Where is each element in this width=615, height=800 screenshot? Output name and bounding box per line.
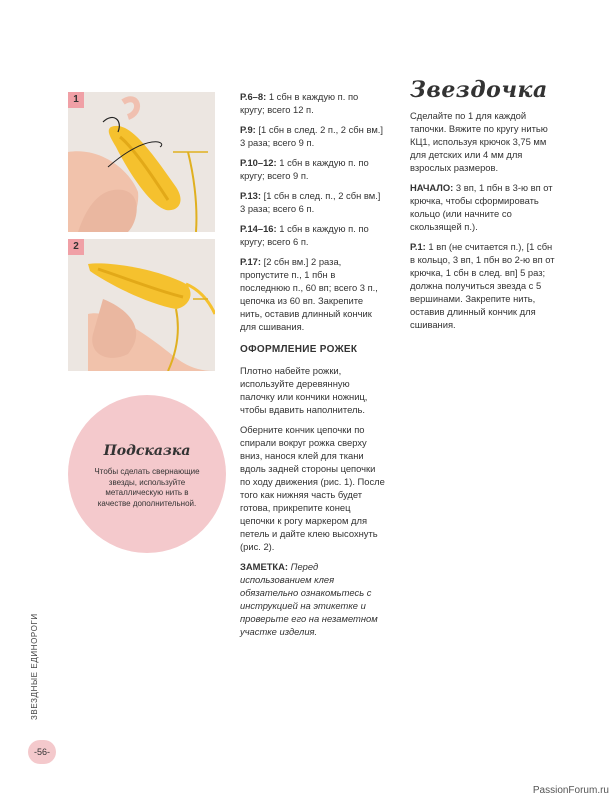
star-start: НАЧАЛО: 3 вп, 1 пбн в 3-ю вп от крючка, чтобы сформировать кольцо (или начните со скользящей п.). — [410, 182, 553, 232]
row-10-12: Р.10–12: 1 сбн в каждую п. по кругу; всего 9 п. — [240, 157, 369, 181]
photo-figure-2 — [68, 239, 215, 371]
row-9: Р.9: [1 сбн в след. 2 п., 2 сбн вм.] 3 раза; всего 9 п. — [240, 124, 383, 148]
tip-text: Чтобы сделать свернающие звезды, используйте металлическую нить в качестве дополнительной. — [94, 467, 200, 508]
horns-section-heading: ОФОРМЛЕНИЕ РОЖЕК — [240, 344, 358, 355]
instructions-column — [240, 90, 385, 645]
figure-number-2: 2 — [68, 239, 84, 255]
star-row-1: Р.1: 1 вп (не считается п.), [1 сбн в кольцо, 3 вп, 1 пбн во 2-ю вп от крючка, 1 сбн в след. вп] 5 раз; должна получиться звезда с 5 вершинами. Закрепите нить, оставив длинный кончик для сшивания. — [410, 241, 555, 330]
horns-paragraph-2: Оберните кончик цепочки по спирали вокруг рожка сверху вниз, нанося клей для ткани вдоль задней стороны цепочки по ходу движения (рис. 1). После того как нижняя часть будет готова, прикрепите конец цепочки к рогу маркером для петель и дайте клею высохнуть (рис. 2). — [240, 424, 385, 552]
figure-number-1: 1 — [68, 92, 84, 108]
note: ЗАМЕТКА: Перед использованием клея обязательно ознакомьтесь с инструкцией на этикетке и проверьте его на незаметном участке изделия. — [240, 561, 378, 637]
star-column — [410, 77, 555, 338]
star-intro: Сделайте по 1 для каждой тапочки. Вяжите по кругу нитью КЦ1, используя крючок 3,75 мм для детских или 4 мм для взрослых размеров. — [410, 110, 548, 173]
horns-paragraph-1: Плотно набейте рожки, используйте деревянную палочку или кончики ножниц, чтобы вдавить наполнитель. — [240, 365, 368, 415]
tip-title: Подсказка — [103, 443, 191, 459]
photo-figure-1 — [68, 92, 215, 232]
photo-2-illustration — [68, 239, 215, 371]
running-head: ЗВЕЗДНЫЕ ЕДИНОРОГИ — [30, 613, 39, 720]
row-17: Р.17: [2 сбн вм.] 2 раза, пропустите п., 1 пбн в последнюю п., 60 вп; всего 3 п., цепочка из 60 вп. Закрепите нить, оставив длинный кончик для сшивания. — [240, 256, 378, 332]
page-number: -56- — [28, 740, 56, 764]
tip-circle — [68, 395, 226, 553]
watermark: PassionForum.ru — [532, 785, 609, 796]
star-section-title: Звездочка — [410, 77, 548, 103]
photo-1-illustration — [68, 92, 215, 232]
row-14-16: Р.14–16: 1 сбн в каждую п. по кругу; всего 6 п. — [240, 223, 369, 247]
row-13: Р.13: [1 сбн в след. п., 2 сбн вм.] 3 раза; всего 6 п. — [240, 190, 381, 214]
row-6-8: Р.6–8: 1 сбн в каждую п. по кругу; всего 12 п. — [240, 91, 359, 115]
